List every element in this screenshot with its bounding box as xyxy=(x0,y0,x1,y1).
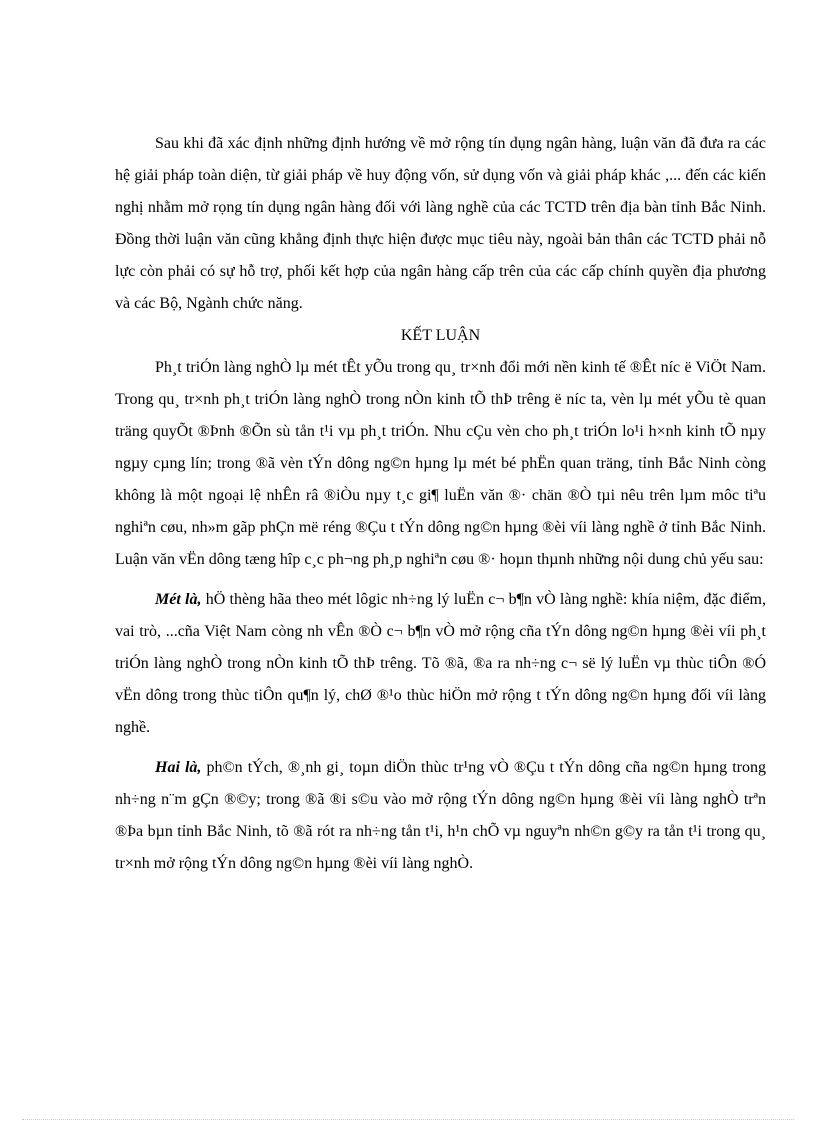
point-one-text: hÖ thèng hãa theo mét lôgic nh÷ng lý luËn c¬ b¶n vÒ làng nghề: khía niệm, đặc điểm, vai trò, ...cña Việt Nam còng nh vÊn ®Ò c¬ b¶n vÒ mở rộng cña tÝn dông ng©n hµng ®èi víi ph¸t triÓn làng nghÒ trong nÒn kinh tÕ thÞ trêng. Tõ ®ã, ®a ra nh÷ng c¬ së lý luËn vµ thùc tiÔn ®Ó vËn dông trong thùc tiÔn qu¶n lý, chØ ®¹o thùc hiÖn mở rộng t tÝn dông ng©n hµng đối víi làng nghề. xyxy=(115,591,766,736)
point-two-lead: Hai là, xyxy=(155,759,202,776)
intro-paragraph: Sau khi đã xác định những định hướng về mở rộng tín dụng ngân hàng, luận văn đã đưa ra các hệ giải pháp toàn diện, từ giải pháp về huy động vốn, sử dụng vốn và giải pháp khác ,... đến các kiến nghị nhằm mở rọng tín dụng ngân hàng đối với làng nghề của các TCTD trên địa bàn tỉnh Bắc Ninh. Đồng thời luận văn cũng khẳng định thực hiện được mục tiêu này, ngoài bản thân các TCTD phải nỗ lực còn phải có sự hỗ trợ, phối kết hợp của ngân hàng cấp trên của các cấp chính quyền địa phương và các Bộ, Ngành chức năng. xyxy=(115,135,766,312)
document-body xyxy=(115,128,766,880)
point-two-text: ph©n tÝch, ®¸nh gi¸ toµn diÖn thùc tr¹ng vÒ ®Çu t tÝn dông cña ng©n hµng trong nh÷ng n¨m gÇn ®©y; trong ®ã ®i s©u vào mở rộng tÝn dông ng©n hµng ®èi víi làng nghÒ trªn ®Þa bµn tỉnh Bắc Ninh, tõ ®ã rót ra nh÷ng tån t¹i, h¹n chÕ vµ nguyªn nh©n g©y ra tån t¹i trong qu¸ tr×nh mở rộng tÝn dông ng©n hµng ®èi víi làng nghÒ. xyxy=(115,759,766,872)
point-two-paragraph xyxy=(115,752,766,880)
page-bottom-divider xyxy=(22,1119,794,1120)
point-one-lead: Mét là, xyxy=(155,591,202,608)
conclusion-paragraph: Ph¸t triÓn làng nghÒ lµ mét tÊt yÕu trong qu¸ tr×nh đổi mới nền kinh tế ®Êt níc ë ViÖt Nam. Trong qu¸ tr×nh ph¸t triÓn làng nghÒ trong nÒn kinh tÕ thÞ trêng ë níc ta, vèn lµ mét yÕu tè quan träng quyÕt ®Þnh ®Õn sù tån t¹i vµ ph¸t triÓn. Nhu cÇu vèn cho ph¸t triÓn lo¹i h×nh kinh tÕ nµy ngµy cµng lín; trong ®ã vèn tÝn dông ng©n hµng lµ mét bé phËn quan träng, tỉnh Bắc Ninh còng không là một ngoại lệ nhÊn râ ®iÒu nµy t¸c gi¶ luËn văn ®· chän ®Ò tµi nêu trên lµm môc tiªu nghiªn cøu, nh»m gãp phÇn më réng ®Çu t tÝn dông ng©n hµng ®èi víi làng nghề ở tỉnh Bắc Ninh. Luận văn vËn dông tæng hîp c¸c ph¬ng ph¸p nghiªn cøu ®· hoµn thµnh những nội dung chủ yếu sau: xyxy=(115,359,766,568)
conclusion-heading: KẾT LUẬN xyxy=(400,327,481,344)
point-one-paragraph xyxy=(115,584,766,744)
